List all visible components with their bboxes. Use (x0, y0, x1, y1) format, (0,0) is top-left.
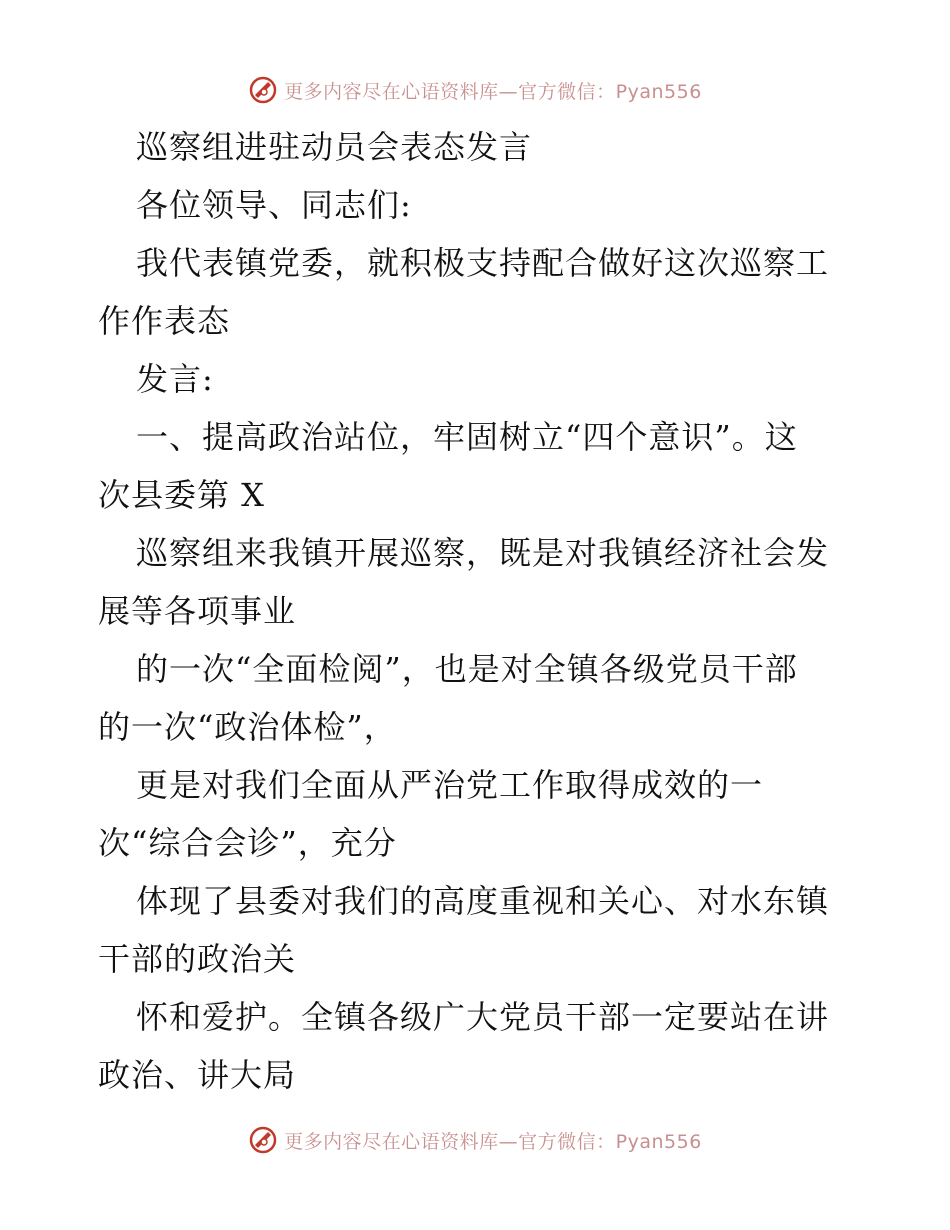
watermark-text: 更多内容尽在心语资料库—官方微信：Pyan556 (284, 1130, 702, 1153)
section-heading-line: 一、提高政治站位，牢固树立“四个意识”。这 (136, 418, 798, 456)
paragraph-line: 干部的政治关 (98, 940, 297, 978)
paragraph-line: 作作表态 (98, 302, 231, 340)
paragraph-line: 的一次“全面检阅”，也是对全镇各级党员干部 (136, 650, 798, 688)
salutation: 各位领导、同志们: (136, 186, 412, 224)
paragraph-line: 的一次“政治体检”， (98, 708, 397, 746)
paragraph-line: 我代表镇党委，就积极支持配合做好这次巡察工 (136, 244, 830, 282)
paragraph-line: 展等各项事业 (98, 592, 297, 630)
paragraph-line: 次“综合会诊”，充分 (98, 824, 397, 862)
pen-seal-icon (248, 1125, 278, 1155)
header-watermark (0, 70, 950, 110)
paragraph-line: 体现了县委对我们的高度重视和关心、对水东镇 (136, 882, 830, 920)
watermark-text: 更多内容尽在心语资料库—官方微信：Pyan556 (284, 80, 702, 103)
footer-watermark (0, 1120, 950, 1160)
document-body (98, 118, 858, 1104)
paragraph-line: 次县委第 X (98, 476, 265, 514)
paragraph-line: 巡察组来我镇开展巡察，既是对我镇经济社会发 (136, 534, 830, 572)
paragraph-line: 政治、讲大局 (98, 1056, 297, 1094)
document-title: 巡察组进驻动员会表态发言 (136, 128, 533, 166)
paragraph-line: 怀和爱护。全镇各级广大党员干部一定要站在讲 (136, 998, 830, 1036)
pen-seal-icon (248, 75, 278, 105)
paragraph-line: 更是对我们全面从严治党工作取得成效的一 (136, 766, 764, 804)
paragraph-line: 发言: (136, 360, 214, 398)
